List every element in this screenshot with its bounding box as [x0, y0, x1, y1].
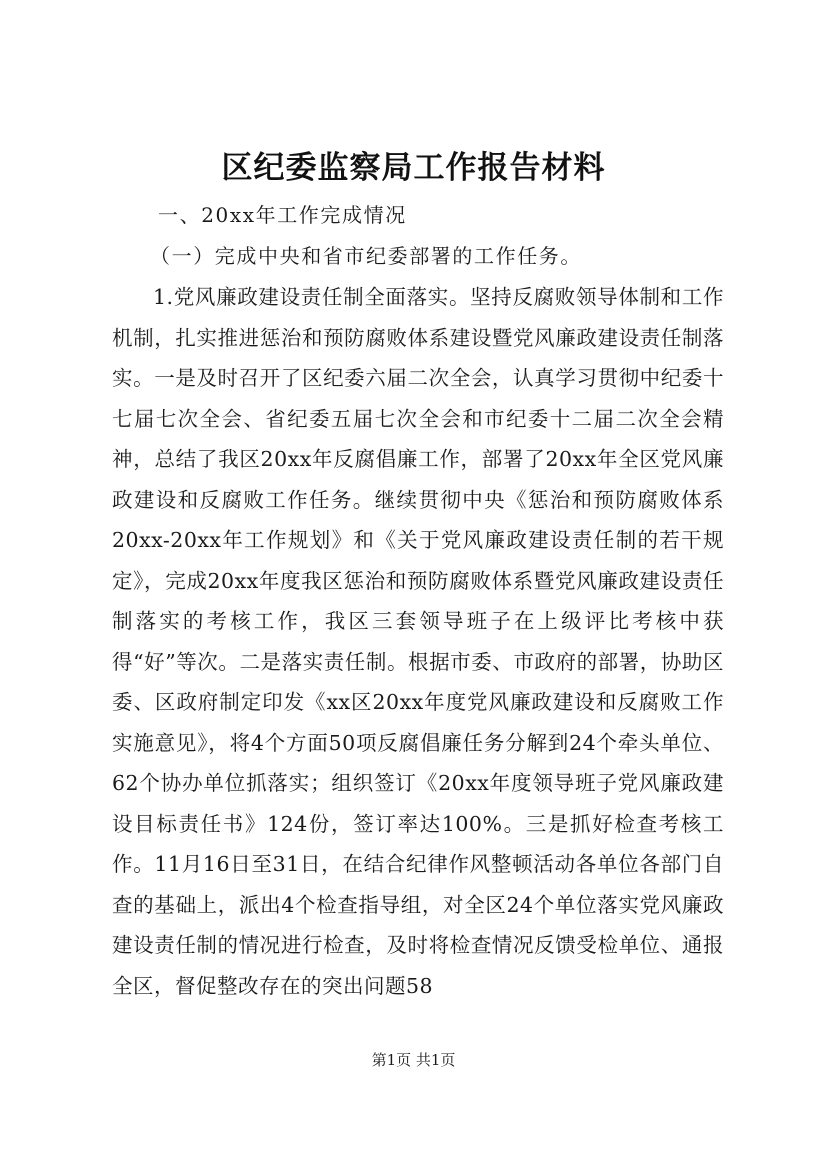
- page-footer: 第1页 共1页: [371, 1051, 456, 1069]
- section-heading: 一、20xx年工作完成情况: [158, 203, 407, 227]
- subsection-heading: （一）完成中央和省市纪委部署的工作任务。: [150, 244, 582, 268]
- document-title: 区纪委监察局工作报告材料: [221, 150, 606, 186]
- body-paragraph: 1.党风廉政建设责任制全面落实。坚持反腐败领导体制和工作机制，扎实推进惩治和预防腐败体系建设暨党风廉政建设责任制落实。一是及时召开了区纪委六届二次全会，认真学习贯彻中纪委十七届七次全会、省纪委五届七次全会和市纪委十二届二次全会精神，总结了我区20xx年反腐倡廉工作，部署了20xx年全区党风廉政建设和反腐败工作任务。继续贯彻中央《惩治和预防腐败体系20xx-20xx年工作规划》和《关于党风廉政建设责任制的若干规定》，完成20xx年度我区惩治和预防腐败体系暨党风廉政建设责任制落实的考核工作，我区三套领导班子在上级评比考核中获得“好”等次。二是落实责任制。根据市委、市政府的部署，协助区委、区政府制定印发《xx区20xx年度党风廉政建设和反腐败工作实施意见》，将4个方面50项反腐倡廉任务分解到24个牵头单位、62个协办单位抓落实；组织签订《20xx年度领导班子党风廉政建设目标责任书》124份，签订率达100%。三是抓好检查考核工作。11月16日至31日，在结合纪律作风整顿活动各单位各部门自查的基础上，派出4个检查指导组，对全区24个单位落实党风廉政建设责任制的情况进行检查，及时将检查情况反馈受检单位、通报全区，督促整改存在的突出问题58: [112, 285, 724, 998]
